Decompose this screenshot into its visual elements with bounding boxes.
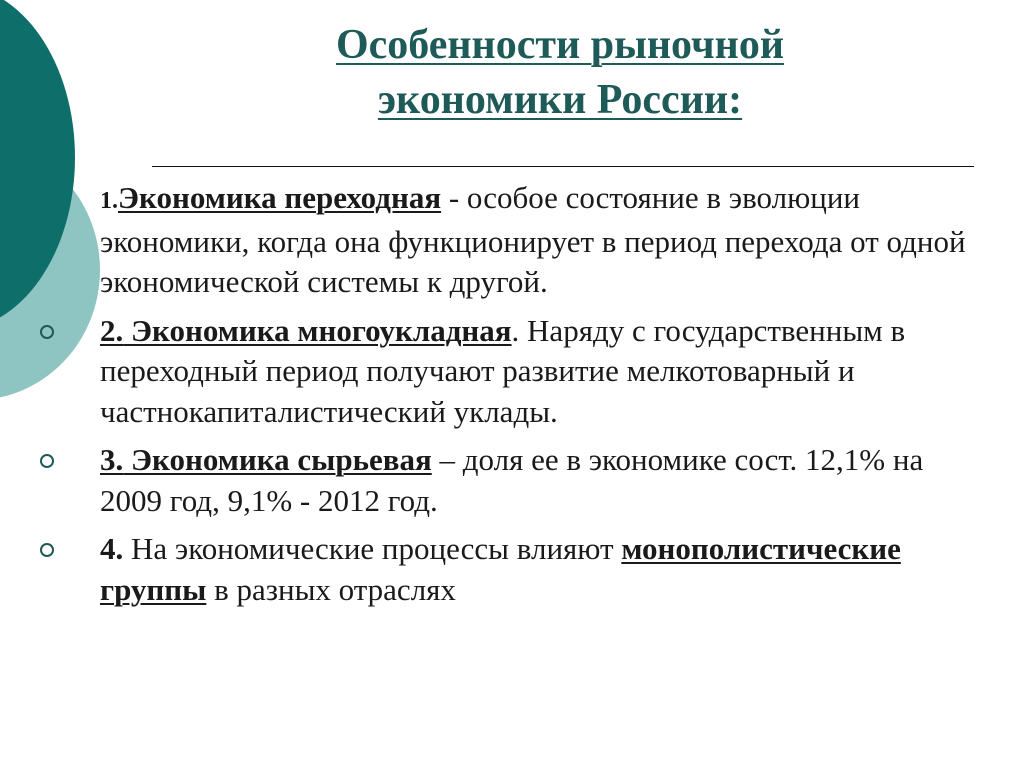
title-divider [152, 166, 974, 167]
bullet-circle-icon [40, 325, 54, 339]
item-text: – доля ее в экономике сост. 12,1% на 2009 год, 9,1% - 2012 год. [100, 442, 924, 518]
item-number: 1. [100, 188, 118, 214]
slide-title [170, 18, 950, 128]
item-number: 4. [100, 531, 124, 566]
item-term: монополистические группы [100, 531, 901, 607]
title-line-2: экономики России: [377, 77, 743, 123]
item-text: . Наряду с государственным в переходный период получают развитие мелкотоварный и частнокапиталистический уклады. [100, 312, 906, 429]
list-item-3 [40, 440, 980, 521]
list-item-1 [40, 178, 980, 303]
item-text-before: На экономические процессы влияют [123, 531, 622, 566]
slide-body [40, 178, 980, 618]
item-term: Экономика многоукладная [123, 312, 512, 348]
title-line-1: Особенности рыночной [335, 22, 785, 68]
item-number: 2. [100, 312, 124, 348]
item-term: Экономика переходная [118, 180, 442, 215]
item-text: - особое состояние в эволюции экономики, когда она функционирует в период перехода от одной экономической системы к другой. [100, 180, 966, 299]
item-text-after: в разных отраслях [206, 571, 456, 607]
bullet-circle-icon [40, 454, 54, 468]
list-item-4 [40, 529, 980, 610]
item-term: Экономика сырьевая [123, 442, 432, 477]
item-number: 3. [100, 442, 124, 477]
bullet-circle-icon [40, 543, 54, 557]
list-item-2 [40, 311, 980, 433]
